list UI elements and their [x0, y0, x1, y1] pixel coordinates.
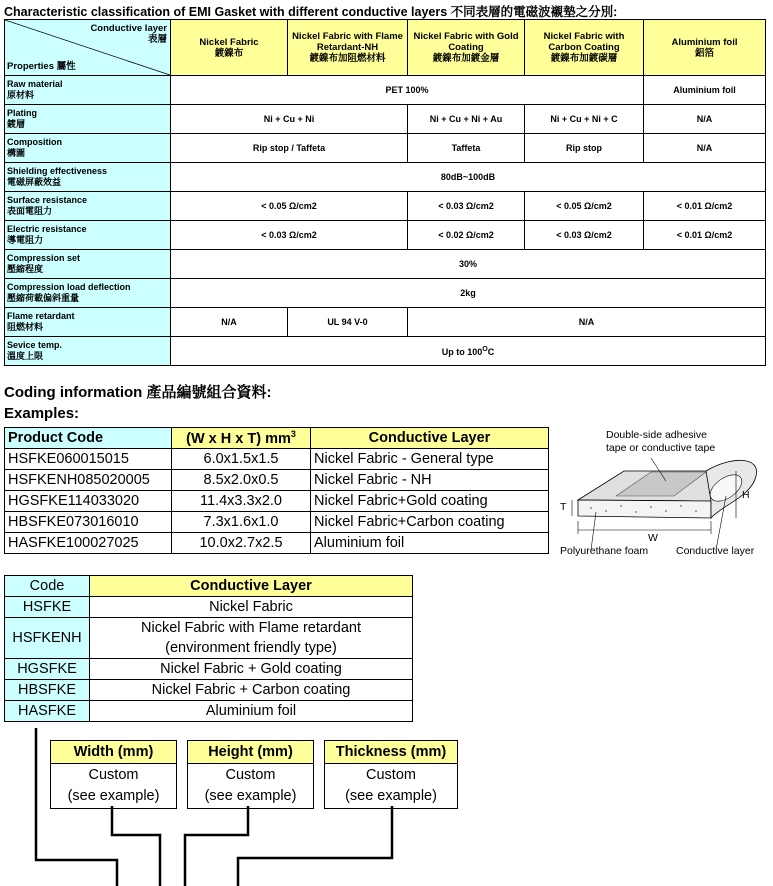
cell-plating: Ni + Cu + Ni + Au: [408, 105, 525, 134]
conductive-layer: Nickel Fabric - NH: [311, 470, 549, 491]
foam-label: Polyurethane foam: [560, 545, 649, 557]
cell-composition: N/A: [644, 134, 766, 163]
adhesive-label-2: tape or conductive tape: [606, 442, 716, 454]
dimensions: 11.4x3.3x2.0: [172, 491, 311, 512]
header-code: Code: [5, 576, 90, 597]
width-label: W: [648, 532, 658, 544]
header-code-layer: Conductive Layer: [90, 576, 413, 597]
cell-surface-resistance: < 0.05 Ω/cm2: [525, 192, 644, 221]
cell-flame-retardant: N/A: [171, 308, 288, 337]
property-flame-retardant: Flame retardant 阻燃材料: [5, 308, 171, 337]
code-layer: Nickel Fabric + Gold coating: [90, 659, 413, 680]
cell-compression-set: 30%: [171, 250, 766, 279]
property-composition: Composition 構圖: [5, 134, 171, 163]
cell-flame-retardant: UL 94 V-0: [288, 308, 408, 337]
property-raw-material: Raw material 原材料: [5, 76, 171, 105]
coding-info-title: Coding information 產品編號組合資料:: [4, 384, 272, 401]
dimensions: 10.0x2.7x2.5: [172, 533, 311, 554]
code: HBSFKE: [5, 680, 90, 701]
thickness-header: Thickness (mm): [325, 741, 457, 764]
cell-surface-resistance: < 0.03 Ω/cm2: [408, 192, 525, 221]
layer-header-carbon: Nickel Fabric with Carbon Coating 鍍鎳布加鍍碳層: [525, 20, 644, 76]
layer-header-aluminium: Aluminium foil 鋁箔: [644, 20, 766, 76]
code-layer: Nickel Fabric + Carbon coating: [90, 680, 413, 701]
code: HASFKE: [5, 701, 90, 722]
adhesive-label: Double-side adhesive: [606, 429, 707, 441]
header-conductive-layer: Conductive Layer: [311, 428, 549, 449]
dimensions: 6.0x1.5x1.5: [172, 449, 311, 470]
cell-electric-resistance: < 0.03 Ω/cm2: [171, 221, 408, 250]
cell-raw-material-al: Aluminium foil: [644, 76, 766, 105]
width-box: Width (mm) Custom (see example): [50, 740, 177, 809]
cell-composition: Rip stop: [525, 134, 644, 163]
code: HGSFKE: [5, 659, 90, 680]
conductive-layer: Aluminium foil: [311, 533, 549, 554]
code: HSFKE: [5, 597, 90, 618]
header-dimensions: (W x H x T) $mm^3$: [172, 428, 311, 449]
property-plating: Plating 鍍層: [5, 105, 171, 134]
layer-header-nickel: Nickel Fabric 鍍鎳布: [171, 20, 288, 76]
cell-flame-retardant: N/A: [408, 308, 766, 337]
layer-header-gold: Nickel Fabric with Gold Coating 鍍鎳布加鍍金層: [408, 20, 525, 76]
code-layer: Aluminium foil: [90, 701, 413, 722]
height-label: H: [742, 489, 750, 501]
property-compression-set: Compression set 壓縮程度: [5, 250, 171, 279]
code-layer: Nickel Fabric with Flame retardant (environment friendly type): [90, 618, 413, 659]
cell-shielding: 80dB~100dB: [171, 163, 766, 192]
conductive-layer: Nickel Fabric+Carbon coating: [311, 512, 549, 533]
cell-plating: Ni + Cu + Ni: [171, 105, 408, 134]
cell-raw-material: PET 100%: [171, 76, 644, 105]
cell-plating: N/A: [644, 105, 766, 134]
conductive-layer: Nickel Fabric+Gold coating: [311, 491, 549, 512]
width-header: Width (mm): [51, 741, 176, 764]
product-code: HASFKE100027025: [5, 533, 172, 554]
corner-properties-label: Properties 屬性: [7, 61, 76, 72]
property-compression-load: Compression load deflection 壓縮荷載偏斜重量: [5, 279, 171, 308]
dimensions: 8.5x2.0x0.5: [172, 470, 311, 491]
product-code: HBSFKE073016010: [5, 512, 172, 533]
cell-surface-resistance: < 0.01 Ω/cm2: [644, 192, 766, 221]
layer-header-nickel-nh: Nickel Fabric with Flame Retardant-NH 鍍鎳布加阻燃材料: [288, 20, 408, 76]
conductive-layer: Nickel Fabric - General type: [311, 449, 549, 470]
property-service-temp: Sevice temp. 溫度上限: [5, 337, 171, 366]
property-electric-resistance: Electric resistance 導電阻力: [5, 221, 171, 250]
cell-electric-resistance: < 0.01 Ω/cm2: [644, 221, 766, 250]
product-code: HSFKENH085020005: [5, 470, 172, 491]
height-box: Height (mm) Custom (see example): [187, 740, 314, 809]
thickness-label: T: [560, 501, 567, 513]
product-code: HSFKE060015015: [5, 449, 172, 470]
page-title: Characteristic classification of EMI Gasket with different conductive layers 不同表層的電磁波襯墊之分別:: [4, 5, 618, 19]
cell-electric-resistance: < 0.02 Ω/cm2: [408, 221, 525, 250]
property-shielding: Shielding effectiveness 電磁屏蔽效益: [5, 163, 171, 192]
code: HSFKENH: [5, 618, 90, 659]
cell-composition: Taffeta: [408, 134, 525, 163]
code-layer: Nickel Fabric: [90, 597, 413, 618]
cell-electric-resistance: < 0.03 Ω/cm2: [525, 221, 644, 250]
examples-title: Examples:: [4, 405, 80, 422]
cell-plating: Ni + Cu + Ni + C: [525, 105, 644, 134]
cell-compression-load: 2kg: [171, 279, 766, 308]
corner-layer-label: Conductive layer: [90, 23, 167, 34]
corner-layer-label-zh: 表層: [147, 34, 167, 45]
cell-composition: Rip stop / Taffeta: [171, 134, 408, 163]
height-header: Height (mm): [188, 741, 313, 764]
thickness-box: Thickness (mm) Custom (see example): [324, 740, 458, 809]
property-surface-resistance: Surface resistance 表面電阻力: [5, 192, 171, 221]
header-product-code: Product Code: [5, 428, 172, 449]
cell-service-temp: Up to $100^OC$: [171, 337, 766, 366]
product-code: HGSFKE114033020: [5, 491, 172, 512]
dimensions: 7.3x1.6x1.0: [172, 512, 311, 533]
cell-surface-resistance: < 0.05 Ω/cm2: [171, 192, 408, 221]
conductive-layer-label: Conductive layer: [676, 545, 755, 557]
